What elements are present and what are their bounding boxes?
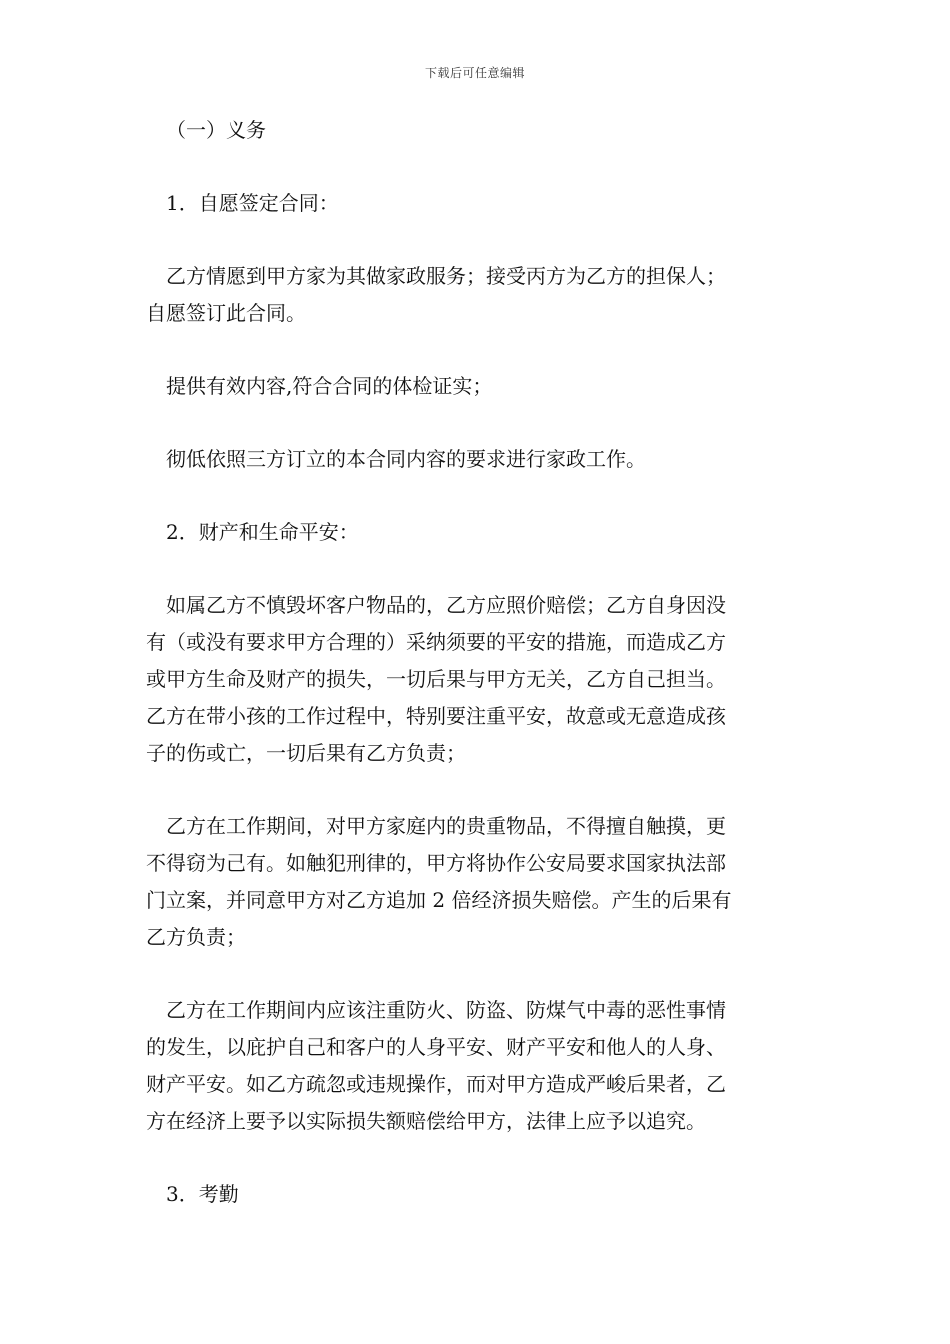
item1-paragraph-1-line-2: 自愿签订此合同。: [146, 301, 306, 325]
item1-paragraph-2: 提供有效内容,符合合同的体检证实；: [166, 374, 493, 398]
item1-paragraph-3: 彻低依照三方订立的本合同内容的要求进行家政工作。: [166, 447, 646, 471]
paragraph-line: 如属乙方不慎毁坏客户物品的，乙方应照价赔偿；乙方自身因没: [166, 593, 726, 617]
paragraph-line: 的发生，以庇护自己和客户的人身平安、财产平安和他人的人身、: [146, 1035, 726, 1059]
paragraph-line: 有（或没有要求甲方合理的）采纳须要的平安的措施，而造成乙方: [146, 630, 726, 654]
item1-title: 1．自愿签定合同：: [166, 191, 339, 215]
paragraph-line: 乙方在工作期间内应该注重防火、防盗、防煤气中毒的恶性事情: [166, 998, 726, 1022]
section-heading-obligations: （一）义务: [166, 118, 266, 142]
paragraph-line: 方在经济上要予以实际损失额赔偿给甲方，法律上应予以追究。: [146, 1109, 706, 1133]
paragraph-line: 乙方在带小孩的工作过程中，特别要注重平安，故意或无意造成孩: [146, 704, 726, 728]
paragraph-line: 或甲方生命及财产的损失，一切后果与甲方无关，乙方自己担当。: [146, 667, 726, 691]
paragraph-line: 不得窃为己有。如触犯刑律的，甲方将协作公安局要求国家执法部: [146, 851, 726, 875]
paragraph-line: 财产平安。如乙方疏忽或违规操作，而对甲方造成严峻后果者，乙: [146, 1072, 726, 1096]
paragraph-line: 乙方在工作期间，对甲方家庭内的贵重物品，不得擅自触摸，更: [166, 814, 726, 838]
item2-paragraph-2: [146, 808, 806, 956]
item2-title: 2．财产和生命平安：: [166, 520, 359, 544]
paragraph-line: 门立案，并同意甲方对乙方追加 2 倍经济损失赔偿。产生的后果有: [146, 888, 732, 912]
document-body: [146, 112, 806, 1213]
paragraph-line: 子的伤或亡，一切后果有乙方负责；: [146, 741, 466, 765]
page-header: 下载后可任意编辑: [424, 66, 525, 80]
item1-paragraph-1-line-1: 乙方情愿到甲方家为其做家政服务；接受丙方为乙方的担保人；: [166, 264, 726, 288]
item2-paragraph-3: [146, 992, 806, 1140]
item2-paragraph-1: [146, 587, 806, 772]
paragraph-line: 乙方负责；: [146, 925, 246, 949]
item3-title: 3．考勤: [166, 1182, 239, 1206]
